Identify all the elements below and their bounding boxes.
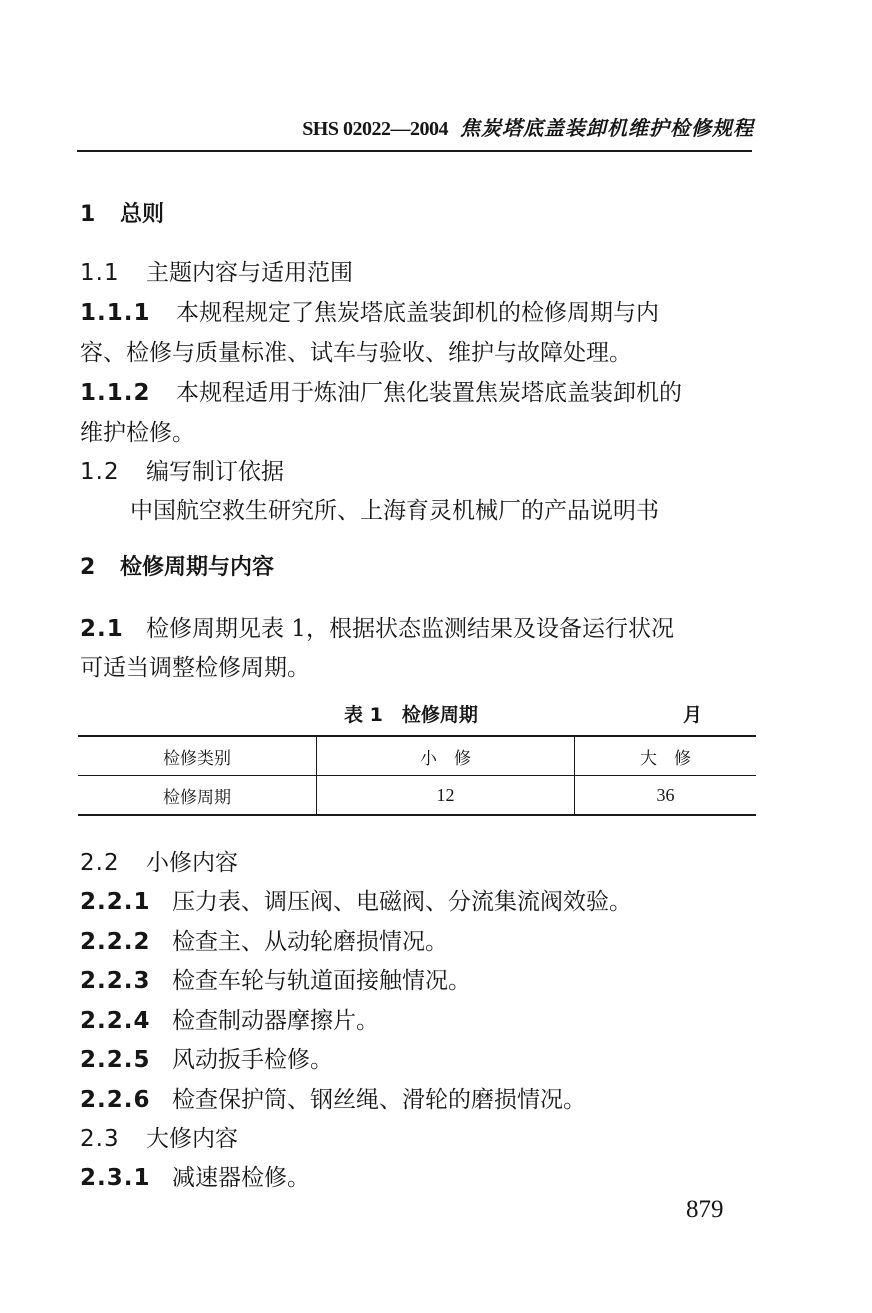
clause-2-2-1: 2.2.1 压力表、调压阀、电磁阀、分流集流阀效验。 xyxy=(80,889,632,915)
clause-2-3-1: 2.3.1 减速器检修。 xyxy=(80,1165,310,1191)
clause-1-1-1: 1.1.1 本规程规定了焦炭塔底盖装卸机的检修周期与内 xyxy=(80,300,659,326)
clause-1-1-2-cont: 维护检修。 xyxy=(80,420,195,446)
subsection-2-3: 2.3 大修内容 xyxy=(80,1126,238,1152)
subsection-1-1: 1.1 主题内容与适用范围 xyxy=(80,260,353,286)
standard-title: 焦炭塔底盖装卸机维护检修规程 xyxy=(460,116,754,140)
table-cell-minor: 12 xyxy=(317,776,575,816)
subsection-2-2: 2.2 小修内容 xyxy=(80,850,238,876)
clause-2-2-3: 2.2.3 检查车轮与轨道面接触情况。 xyxy=(80,968,471,994)
subsection-2-1: 2.1 检修周期见表 1，根据状态监测结果及设备运行状况 xyxy=(80,616,674,642)
table-unit: 月 xyxy=(683,704,703,726)
clause-2-2-5: 2.2.5 风动扳手检修。 xyxy=(80,1047,333,1073)
header-rule xyxy=(77,150,752,152)
table-header-minor: 小 修 xyxy=(317,736,575,776)
section-heading-1: 1 总则 xyxy=(80,202,165,227)
table-row-label: 检修周期 xyxy=(78,776,317,816)
page-number: 879 xyxy=(686,1196,724,1223)
clause-1-1-2: 1.1.2 本规程适用于炼油厂焦化装置焦炭塔底盖装卸机的 xyxy=(80,380,682,406)
clause-2-2-4: 2.2.4 检查制动器摩擦片。 xyxy=(80,1008,379,1034)
clause-2-2-6: 2.2.6 检查保护筒、钢丝绳、滑轮的磨损情况。 xyxy=(80,1087,586,1113)
subsection-2-1-cont: 可适当调整检修周期。 xyxy=(80,655,310,681)
running-header xyxy=(302,112,754,141)
table-cell-major: 36 xyxy=(575,776,757,816)
table-header-category: 检修类别 xyxy=(78,736,317,776)
clause-2-2-2: 2.2.2 检查主、从动轮磨损情况。 xyxy=(80,929,448,955)
table-caption: 表 1 检修周期 xyxy=(344,704,478,726)
maintenance-cycle-table xyxy=(78,735,756,816)
table-header-major: 大 修 xyxy=(575,736,757,776)
table-row xyxy=(78,776,756,816)
reference-text: 中国航空救生研究所、上海育灵机械厂的产品说明书 xyxy=(130,498,659,524)
standard-code: SHS 02022—2004 xyxy=(302,118,448,140)
section-heading-2: 2 检修周期与内容 xyxy=(80,555,275,580)
subsection-1-2: 1.2 编写制订依据 xyxy=(80,459,284,485)
clause-1-1-1-cont: 容、检修与质量标准、试车与验收、维护与故障处理。 xyxy=(80,340,632,366)
table-header-row xyxy=(78,736,756,776)
